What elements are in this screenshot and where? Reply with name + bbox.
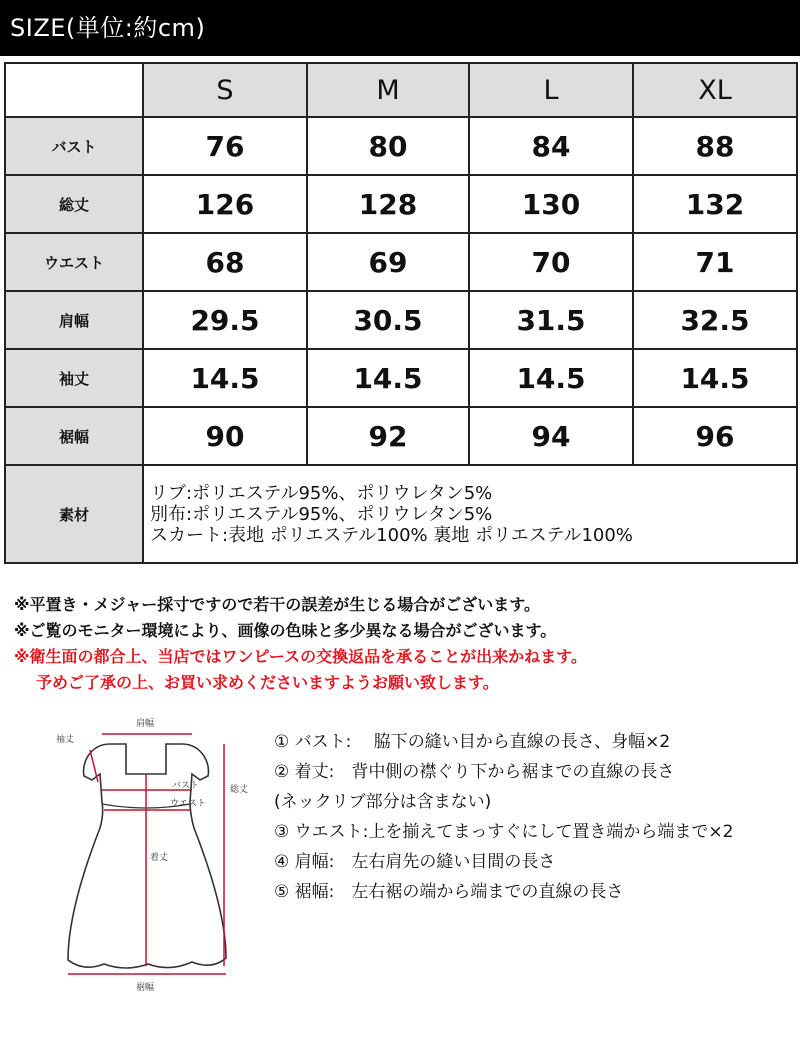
cell-value: 88 <box>633 117 797 175</box>
material-line: リブ:ポリエステル95%、ポリウレタン5% <box>150 482 493 504</box>
table-header-row <box>5 63 797 117</box>
table-row <box>5 349 797 407</box>
table-row <box>5 175 797 233</box>
cell-value: 14.5 <box>307 349 469 407</box>
dress-measurement-diagram <box>40 710 270 1020</box>
cell-value: 128 <box>307 175 469 233</box>
cell-value: 92 <box>307 407 469 465</box>
cell-value: 71 <box>633 233 797 291</box>
row-label: 裾幅 <box>5 407 143 465</box>
row-label: 素材 <box>5 465 143 563</box>
table-row <box>5 117 797 175</box>
cell-value: 94 <box>469 407 633 465</box>
row-label: バスト <box>5 117 143 175</box>
cell-value: 126 <box>143 175 307 233</box>
cell-value: 84 <box>469 117 633 175</box>
row-label: 肩幅 <box>5 291 143 349</box>
size-table <box>4 62 798 564</box>
cell-value: 31.5 <box>469 291 633 349</box>
cell-value: 90 <box>143 407 307 465</box>
row-label: ウエスト <box>5 233 143 291</box>
table-row <box>5 233 797 291</box>
warning-line: ※衛生面の都合上、当店ではワンピースの交換返品を承ることが出来かねます。 <box>14 647 587 666</box>
table-corner <box>5 63 143 117</box>
column-header: S <box>143 63 307 117</box>
note-line: ※ご覧のモニター環境により、画像の色味と多少異なる場合がございます。 <box>14 621 557 640</box>
legend-item: ⑤ 裾幅: 左右裾の端から端までの直線の長さ <box>274 882 624 902</box>
row-label: 袖丈 <box>5 349 143 407</box>
notes <box>14 592 794 696</box>
page-title: SIZE(単位:約cm) <box>10 14 206 42</box>
cell-value: 76 <box>143 117 307 175</box>
cell-value: 80 <box>307 117 469 175</box>
bust-label: バスト <box>172 781 200 791</box>
row-label: 総丈 <box>5 175 143 233</box>
legend-item: ① バスト: 脇下の縫い目から直線の長さ、身幅×2 <box>274 732 671 752</box>
cell-value: 32.5 <box>633 291 797 349</box>
legend-item: ④ 肩幅: 左右肩先の縫い目間の長さ <box>274 852 556 872</box>
table-row <box>5 291 797 349</box>
legend-item: (ネックリブ部分は含まない) <box>274 792 492 812</box>
material-line: スカート:表地 ポリエステル100% 裏地 ポリエステル100% <box>150 524 633 546</box>
cell-value: 14.5 <box>469 349 633 407</box>
table-row <box>5 407 797 465</box>
hem-label: 裾幅 <box>136 983 155 993</box>
waist-label: ウエスト <box>170 799 207 809</box>
cell-value: 130 <box>469 175 633 233</box>
cell-value: 14.5 <box>633 349 797 407</box>
length-label: 着丈 <box>150 853 169 863</box>
material-text <box>143 465 797 563</box>
column-header: XL <box>633 63 797 117</box>
cell-value: 132 <box>633 175 797 233</box>
legend-item: ③ ウエスト:上を揃えてまっすぐにして置き端から端まで×2 <box>274 822 734 842</box>
material-row <box>5 465 797 563</box>
note-line: ※平置き・メジャー採寸ですので若干の誤差が生じる場合がございます。 <box>14 595 540 614</box>
column-header: L <box>469 63 633 117</box>
cell-value: 69 <box>307 233 469 291</box>
dress-outline <box>68 744 226 968</box>
cell-value: 70 <box>469 233 633 291</box>
total-label: 総丈 <box>230 785 249 795</box>
sleeve-label: 袖丈 <box>56 735 75 745</box>
measurement-legend <box>274 727 794 907</box>
cell-value: 30.5 <box>307 291 469 349</box>
cell-value: 96 <box>633 407 797 465</box>
cell-value: 68 <box>143 233 307 291</box>
column-header: M <box>307 63 469 117</box>
shoulder-label: 肩幅 <box>136 719 155 729</box>
cell-value: 14.5 <box>143 349 307 407</box>
legend-item: ② 着丈: 背中側の襟ぐり下から裾までの直線の長さ <box>274 762 675 782</box>
cell-value: 29.5 <box>143 291 307 349</box>
material-line: 別布:ポリエステル95%、ポリウレタン5% <box>150 503 493 525</box>
warning-line: 予めご了承の上、お買い求めくださいますようお願い致します。 <box>36 673 499 692</box>
header-bar <box>0 0 800 56</box>
